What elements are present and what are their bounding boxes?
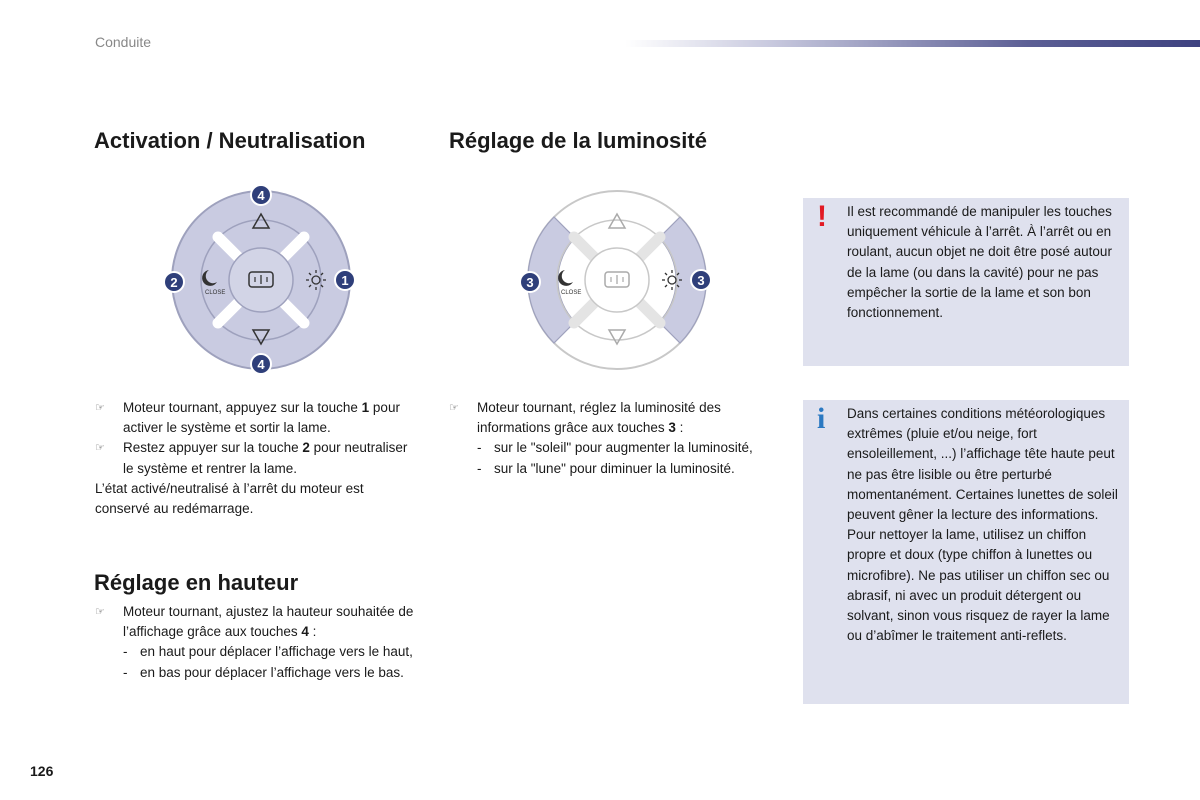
sub-list-item: - sur le "soleil" pour augmenter la luminosité,	[477, 440, 753, 456]
svg-text:4: 4	[257, 188, 265, 203]
page-number: 126	[30, 763, 54, 779]
warning-note	[803, 198, 1129, 366]
pointing-hand-icon: ☞	[449, 402, 459, 414]
header-gradient-bar	[625, 40, 1200, 47]
svg-text:3: 3	[526, 275, 534, 290]
close-label: CLOSE	[561, 290, 582, 296]
title-hauteur: Réglage en hauteur	[94, 570, 299, 595]
close-label: CLOSE	[205, 290, 226, 296]
sub-list-item: - en haut pour déplacer l’affichage vers le haut,	[123, 644, 413, 660]
badge-4-bottom	[251, 354, 271, 374]
warning-icon: !	[817, 200, 827, 233]
badge-3-right	[691, 270, 711, 290]
info-icon: i	[817, 402, 826, 435]
activation-note-text: L’état activé/neutralisé à l’arrêt du moteur est conservé au redémarrage.	[95, 480, 364, 517]
control-diagram-activation	[163, 184, 359, 376]
hauteur-body	[95, 602, 420, 683]
list-item: ☞ Moteur tournant, appuyez sur la touche 1 pour activer le système et sortir la lame.	[95, 400, 400, 436]
svg-text:2: 2	[170, 275, 178, 290]
pointing-hand-icon: ☞	[95, 402, 105, 414]
header-section-label: Conduite	[95, 34, 152, 50]
pointing-hand-icon: ☞	[95, 606, 105, 618]
badge-3-left	[520, 272, 540, 292]
svg-text:1: 1	[341, 273, 349, 288]
info-text: Dans certaines conditions météorologiques extrêmes (pluie et/ou neige, fort ensoleillement, ...) l’affichage tête haute peut ne pas être lisible ou être perturbé momentanément. Certaines lunettes de soleil peuvent gêner la lecture des informations. Pour nettoyer la lame, utilisez un chiffon propre et doux (type chiffon à lunettes ou microfibre). Ne pas utiliser un chiffon sec ou abrasif, ni avec un produit détergent ou solvant, sinon vous risquez de rayer la lame ou d’abîmer le traitement anti-reflets.	[847, 406, 1118, 644]
sub-list-item: - sur la "lune" pour diminuer la luminosité.	[477, 460, 735, 476]
warning-text: Il est recommandé de manipuler les touches uniquement véhicule à l’arrêt. À l’arrêt ou en roulant, aucun objet ne doit être posé autour de la lame (ou dans la cavité) pour ne pas empêcher la sortie de la lame et son bon fonctionnement.	[847, 204, 1112, 321]
sub-list-item: - en bas pour déplacer l’affichage vers le bas.	[123, 664, 404, 680]
title-luminosite: Réglage de la luminosité	[449, 128, 707, 153]
luminosite-body	[449, 398, 779, 479]
badge-1	[335, 270, 355, 290]
badge-2	[164, 272, 184, 292]
badge-4-top	[251, 185, 271, 205]
title-activation: Activation / Neutralisation	[94, 128, 366, 153]
activation-body	[95, 398, 415, 519]
svg-text:3: 3	[697, 273, 705, 288]
pointing-hand-icon: ☞	[95, 442, 105, 455]
list-item: ☞ Moteur tournant, ajustez la hauteur souhaitée de l’affichage grâce aux touches 4 :	[95, 604, 414, 640]
control-diagram-luminosite	[519, 184, 715, 376]
list-item: ☞ Restez appuyer sur la touche 2 pour neutraliser le système et rentrer la lame.	[95, 440, 408, 476]
svg-text:4: 4	[257, 357, 265, 372]
list-item: ☞ Moteur tournant, réglez la luminosité des informations grâce aux touches 3 :	[449, 400, 721, 436]
info-note	[803, 400, 1129, 704]
